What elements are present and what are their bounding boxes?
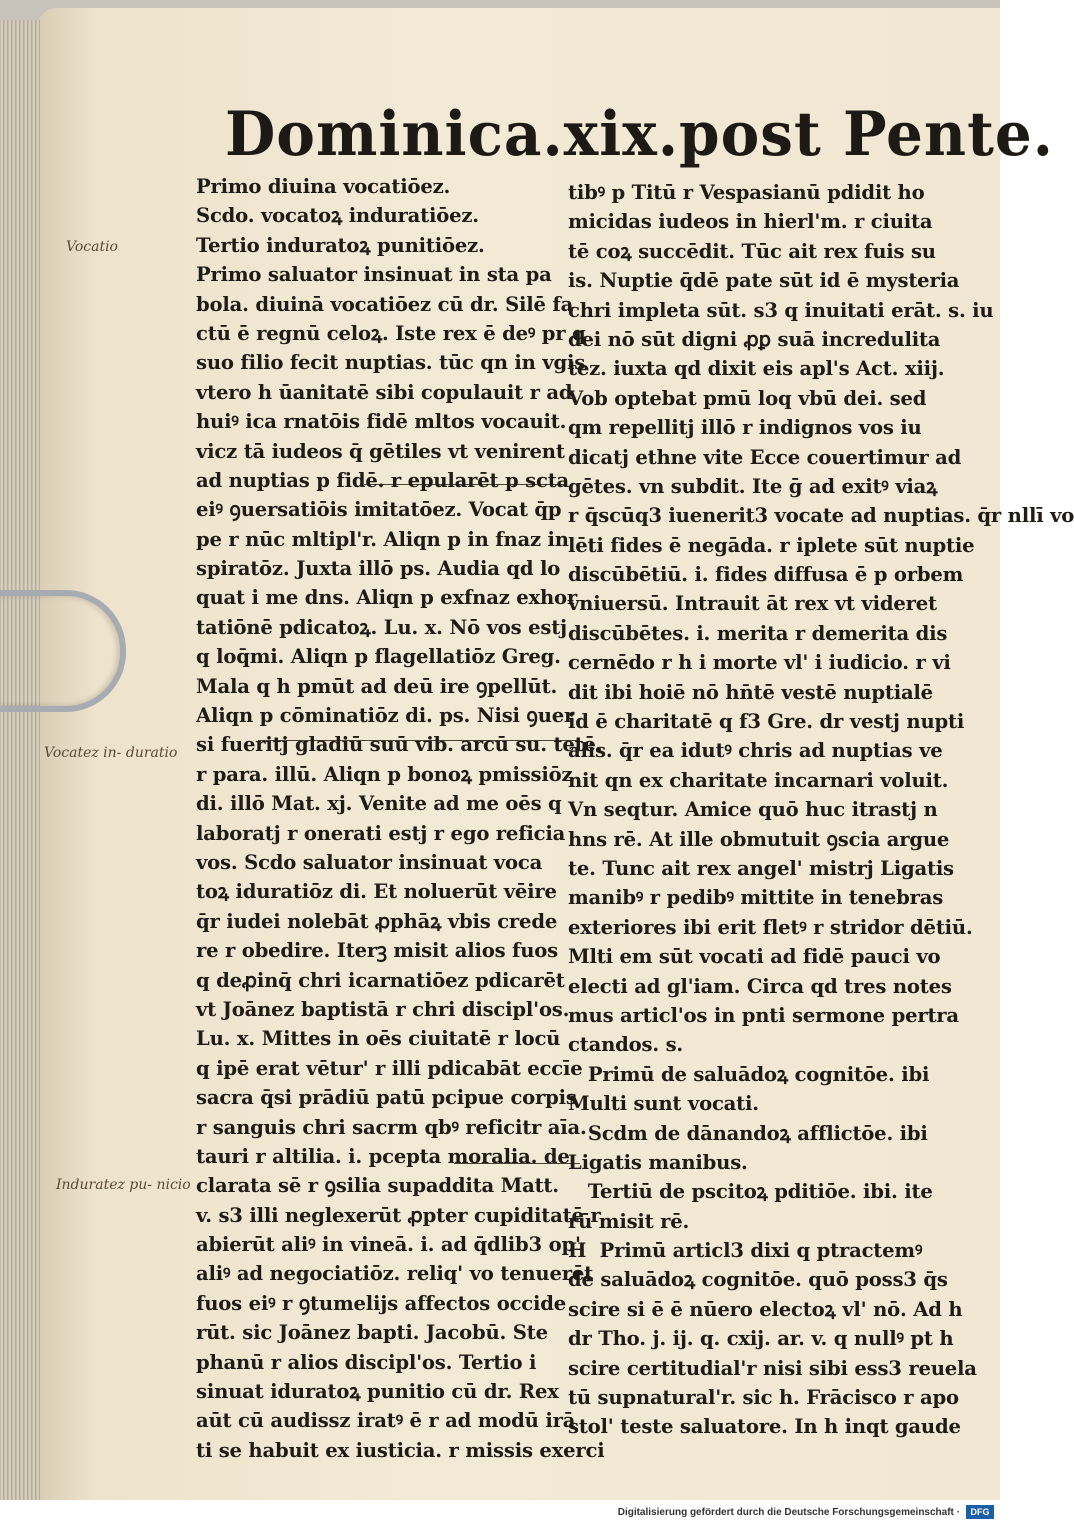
text-line: cernēdo r h i morte vl' i iudicio. r vi: [568, 651, 951, 675]
margin-note: Vocatez in- duratio: [44, 745, 178, 761]
text-column-right: [568, 178, 1074, 1442]
text-line: Tertio induratoꝝ punitiōez.: [196, 233, 485, 257]
text-column-left: [196, 172, 605, 1465]
text-line: aliꝰ ad negociatiōz. reliq' vo tenuerēt: [196, 1262, 593, 1286]
text-line: qm repellitj illō r indignos vos iu: [568, 416, 922, 440]
margin-note: Vocatio: [66, 239, 118, 255]
text-line: electi ad gl'iam. Circa qd tres notes: [568, 974, 952, 998]
text-line: H Primū articl3 dixi q ptractemꝰ: [568, 1239, 923, 1263]
text-line: nit qn ex charitate incarnari voluit.: [568, 768, 949, 792]
text-line: Lu. x. Mittes in oēs ciuitatē r locū: [196, 1027, 561, 1051]
text-line: is. Nuptie q̄dē pate sūt id ē mysteria: [568, 269, 960, 293]
text-line: fuos eiꝰ r ꝯtumelijs affectos occide: [196, 1291, 567, 1315]
page-edges: [0, 20, 40, 1500]
text-line: scire certitudial'r nisi sibi ess3 reuela: [568, 1356, 977, 1380]
text-line: dei nō sūt digni ꝓꝑ suā incredulita: [568, 327, 941, 351]
digitization-footer: [0, 1500, 1000, 1527]
margin-note: Induratez pu- nicio: [56, 1177, 191, 1193]
text-line: vtero h ūanitatē sibi copulauit r ad: [196, 380, 573, 404]
text-line: abierūt aliꝰ in vineā. i. ad q̄dlib3 op': [196, 1233, 581, 1257]
text-line: micidas iudeos in hierl'm. r ciuita: [568, 210, 933, 234]
text-line: tū supnatural'r. sic h. Frācisco r apo: [568, 1386, 959, 1410]
text-line: Mala q h pmūt ad deū ire ꝯpellūt.: [196, 674, 558, 698]
text-line: quat i me dns. Aliqn p exfnaz exhor: [196, 586, 578, 610]
text-line: rūt. sic Joānez bapti. Jacobū. Ste: [196, 1321, 548, 1345]
text-line: r sanguis chri sacrm qbꝰ reficitr aīa.: [196, 1115, 587, 1139]
text-line: mus articl'os in pnti sermone pertra: [568, 1003, 959, 1027]
paper-clip: [0, 590, 126, 712]
text-line: ti se habuit ex iusticia. r missis exerci: [196, 1438, 605, 1462]
text-line: alis. q̄r ea idutꝰ chris ad nuptias ve: [568, 739, 943, 763]
text-line: Mlti em sūt vocati ad fidē pauci vo: [568, 945, 941, 969]
text-line: dicatj ethne vite Ecce couertimur ad: [568, 445, 962, 469]
text-line: re r obedire. Iterꝫ misit alios fuos: [196, 939, 559, 963]
text-line: te. Tunc ait rex angel' mistrj Ligatis: [568, 856, 954, 880]
text-line: pe r nūc mltipl'r. Aliqn p in fnaz in: [196, 527, 569, 551]
text-line: ad nuptias p fidē. r epularēt p scta: [196, 468, 570, 492]
dfg-logo: DFG: [966, 1505, 994, 1519]
text-line: tez. iuxta qd dixit eis apl's Act. xiij.: [568, 357, 945, 381]
text-line: vicz tā iudeos q̄ gētiles vt venirent: [196, 439, 565, 463]
text-line: r q̄scūq3 iuenerit3 vocate ad nuptias. q̄r nllī vo: [568, 504, 1074, 528]
text-line: huiꝰ ica rnatōis fidē mltos vocauit.: [196, 410, 567, 434]
text-line: Primū de saluādoꝝ cognitōe. ibi: [568, 1062, 930, 1086]
text-line: tē coꝝ succēdit. Tūc ait rex fuis su: [568, 239, 936, 263]
text-line: rū misit rē.: [568, 1209, 690, 1233]
text-line: discūbētes. i. merita r demerita dis: [568, 621, 948, 645]
text-line: di. illō Mat. xj. Venite ad me oēs q: [196, 792, 562, 816]
text-line: tatiōnē pdicatoꝝ. Lu. x. Nō vos estj: [196, 615, 567, 639]
text-line: hns rē. At ille obmutuit ꝯscia argue: [568, 827, 950, 851]
text-line: spiratōz. Juxta illō ps. Audia qd lo: [196, 557, 561, 581]
text-line: stol' teste saluatore. In h inqt gaude: [568, 1415, 961, 1439]
text-line: phanū r alios discipl'os. Tertio i: [196, 1350, 537, 1374]
text-line: Primo saluator insinuat in sta pa: [196, 263, 552, 287]
text-line: tibꝰ p Titū r Vespasianū pdidit ho: [568, 181, 925, 204]
text-line: sinuat iduratoꝝ punitio cū dr. Rex: [196, 1380, 559, 1404]
text-line: Vn seqtur. Amice quō huc itrastj n: [568, 798, 938, 822]
text-line: toꝝ iduratiōz di. Et noluerūt vēire: [196, 880, 557, 904]
text-line: lēti fides ē negāda. r iplete sūt nuptie: [568, 533, 975, 557]
text-line: dr Tho. j. ij. q. cxij. ar. v. q nullꝰ pt h: [568, 1327, 954, 1351]
text-line: bola. diuinā vocatiōez cū dr. Silē fa: [196, 292, 574, 316]
text-line: Scdo. vocatoꝝ induratiōez.: [196, 204, 479, 228]
text-line: exteriores ibi erit fletꝰ r stridor dētiū.: [568, 915, 973, 939]
text-line: id ē charitatē q f3 Gre. dr vestj nupti: [568, 710, 965, 734]
text-line: Aliqn p cōminatiōz di. ps. Nisi ꝯuer: [196, 704, 575, 728]
text-line: manibꝰ r pedibꝰ mittite in tenebras: [568, 886, 944, 910]
text-line: Ligatis manibus.: [568, 1150, 748, 1174]
text-line: Primo diuina vocatiōez.: [196, 175, 451, 198]
text-line: aūt cū audissz iratꝰ ē r ad modū irā: [196, 1409, 576, 1433]
funding-credit: Digitalisierung gefördert durch die Deutsche Forschungsgemeinschaft ·: [617, 1507, 960, 1518]
text-line: sacra q̄si prādiū patū pcipue corpis: [196, 1086, 577, 1110]
text-line: Scdm de dānandoꝝ afflictōe. ibi: [568, 1121, 928, 1145]
text-line: ctandos. s.: [568, 1033, 684, 1057]
text-line: chri impleta sūt. s3 q inuitati erāt. s. iu: [568, 298, 994, 322]
text-line: vt Joānez baptistā r chri discipl'os.: [196, 997, 570, 1021]
text-line: de saluādoꝝ cognitōe. quō poss3 q̄s: [568, 1268, 948, 1292]
text-line: gētes. vn subdit. Ite ḡ ad exitꝰ viaꝝ: [568, 474, 938, 498]
text-line: scire si ē ē nūero electoꝝ vl' nō. Ad h: [568, 1297, 963, 1321]
text-line: laboratj r onerati estj r ego reficia: [196, 821, 566, 845]
text-line: discūbētiū. i. fides diffusa ē p orbem: [568, 563, 964, 587]
text-line: si fueritj gladiū suū vib. arcū su. tetē.: [196, 733, 603, 757]
text-line: ctū ē regnū celoꝝ. Iste rex ē deꝰ pr q: [196, 321, 586, 345]
text-line: suo filio fecit nuptias. tūc qn in vgis: [196, 351, 586, 375]
text-line: q deꝓinq̄ chri icarnatiōez pdicarēt: [196, 968, 565, 992]
text-line: dit ibi hoiē nō hn̄tē vestē nuptialē: [568, 680, 933, 704]
text-line: vos. Scdo saluator insinuat voca: [196, 850, 543, 874]
text-line: r para. illū. Aliqn p bonoꝝ pmissiōz: [196, 762, 573, 786]
text-line: vniuersū. Intrauit āt rex vt videret: [568, 592, 937, 616]
text-line: q̄r iudei nolebāt ꝓphāꝝ vbis crede: [196, 909, 558, 933]
page-title: Dominica.xix.post Pente.: [225, 98, 1054, 170]
text-line: q ipē erat vētur' r illi pdicabāt eccīe: [196, 1056, 583, 1080]
text-line: tauri r altilia. i. pcepta moralia. de: [196, 1144, 570, 1168]
text-line: Multi sunt vocati.: [568, 1092, 759, 1116]
text-line: clarata sē r ꝯsilia supaddita Matt.: [196, 1174, 559, 1198]
text-line: Tertiū de pscitoꝝ pditiōe. ibi. ite: [568, 1180, 933, 1204]
text-line: v. s3 illi neglexerūt ꝓpter cupiditatē r: [196, 1203, 601, 1227]
text-line: eiꝰ ꝯuersatiōis imitatōez. Vocat q̄p: [196, 498, 562, 522]
text-line: Vob optebat pmū loq vbū dei. sed: [568, 386, 927, 410]
text-line: q loq̄mi. Aliqn p flagellatiōz Greg.: [196, 645, 561, 669]
